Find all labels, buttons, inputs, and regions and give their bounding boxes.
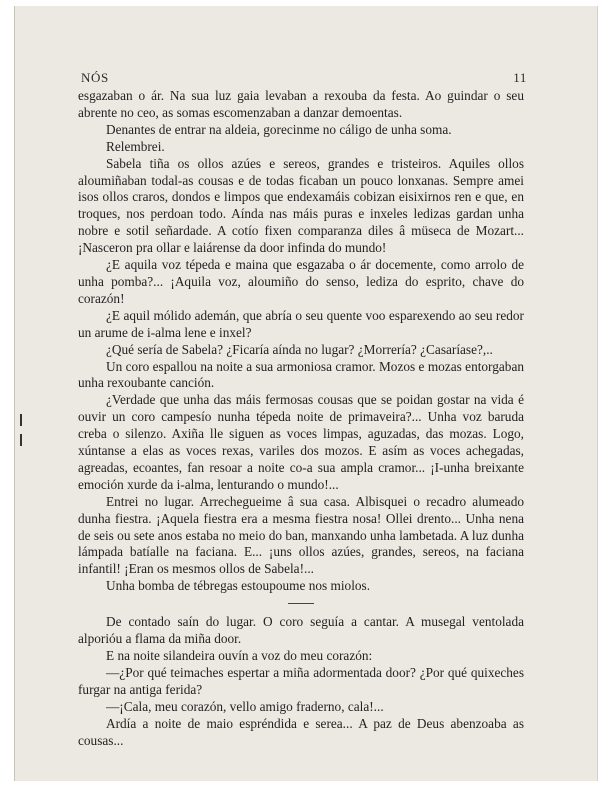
paragraph: Un coro espallou na noite a sua armoniosa cramor. Mozos e mozas entorgaban unha rexoubante canción. (78, 358, 524, 391)
paragraph: esgazaban o ár. Na sua luz gaia levaban a rexouba da festa. Ao guindar o seu abrente no ceo, as somas escomenzaban a danzar demoentas. (78, 88, 524, 120)
margin-mark (20, 414, 22, 426)
paragraph: Ardía a noite de maio espréndida e serea... A paz de Deus abenzoaba as cousas... (78, 715, 524, 748)
page-body (78, 88, 524, 749)
paragraph: De contado saín do lugar. O coro seguía a cantar. A musegal ventolada alporióu a flama da miña door. (78, 614, 524, 647)
paragraph: —¡Cala, meu corazón, vello amigo fraderno, cala!... (106, 698, 384, 714)
paragraph: Relembrei. (106, 138, 165, 154)
paragraph: Entrei no lugar. Arrechegueime â sua casa. Albisquei o recadro alumeado dunha fiestra. ¡Aquela fiestra era a mesma fiestra nosa! Ollei drento... Unha nena de seis ou sete anos estaba no meio do ban, manxando unha lambetada. A luz dunha lámpada batíalle na faciana. E... ¡uns ollos azúes, grandes, sereos, na faciana infantil! ¡Eran os mesmos ollos de Sabela!... (78, 493, 524, 577)
running-title: NÓS (81, 70, 109, 85)
running-header (81, 70, 527, 88)
margin-mark (20, 434, 22, 446)
paragraph: Unha bomba de tébregas estoupoume nos miolos. (106, 578, 371, 594)
text-block-before (78, 88, 524, 595)
paragraph: ¿E aquila voz tépeda e maina que esgazaba o ár docemente, como arrolo de unha pomba?... ¡Aquila voz, aloumiño do senso, lediza do esprito, chave do corazón! (78, 257, 524, 306)
paragraph: —¿Por qué teimaches espertar a miña adormentada door? ¿Por qué quixeches furgar na antiga ferida? (78, 664, 524, 697)
paragraph: Sabela tiña os ollos azúes e sereos, grandes e tristeiros. Aquiles ollos aloumiñaban todal-as cousas e de todas ficaban un pouco lonxanas. Sempre amei isos ollos craros, dondos e limpos que endexamáis cobizan eisixirnos ren e que, en troques, nos perdoan todo. Aínda nas máis puras e inxeles ledizas gardan unha nobre e sotil señardade. A cotío fixen comparanza diles â müseca de Mozart... ¡Nasceron pra ollar e laiárense da door infinda do mundo! (78, 155, 524, 256)
paragraph: Denantes de entrar na aldeia, gorecinme no cáligo de unha soma. (106, 121, 452, 137)
page-number: 11 (513, 70, 527, 85)
paragraph: ¿Qué sería de Sabela? ¿Ficaría aínda no lugar? ¿Morrería? ¿Casaríase?,.. (106, 341, 493, 357)
paragraph: ¿E aquil mólido ademán, que abría o seu quente voo esparexendo ao seu redor un arume de i-alma lene e inxel? (78, 307, 524, 340)
paragraph: E na noite silandeira ouvín a voz do meu corazón: (106, 648, 373, 663)
book-page (14, 6, 598, 781)
paragraph: ¿Verdade que unha das máis fermosas cousas que se poidan gostar na vida é ouvir un coro campesío nunha tépeda noite de primaveira?... Unha voz baruda creba o silenzo. Axiña lle siguen as voces limpas, aguzadas, das mozas. Logo, xúntanse a elas as voces rexas, variles dos mozos. E asím as voces achegadas, agreadas, ecoantes, fan resoar a noite co-a sua ampla cramor... ¡I-unha breixante emoción xurde da i-alma, lenturando o mundo!... (78, 392, 524, 492)
section-divider (288, 603, 314, 604)
text-block-after (78, 614, 524, 749)
